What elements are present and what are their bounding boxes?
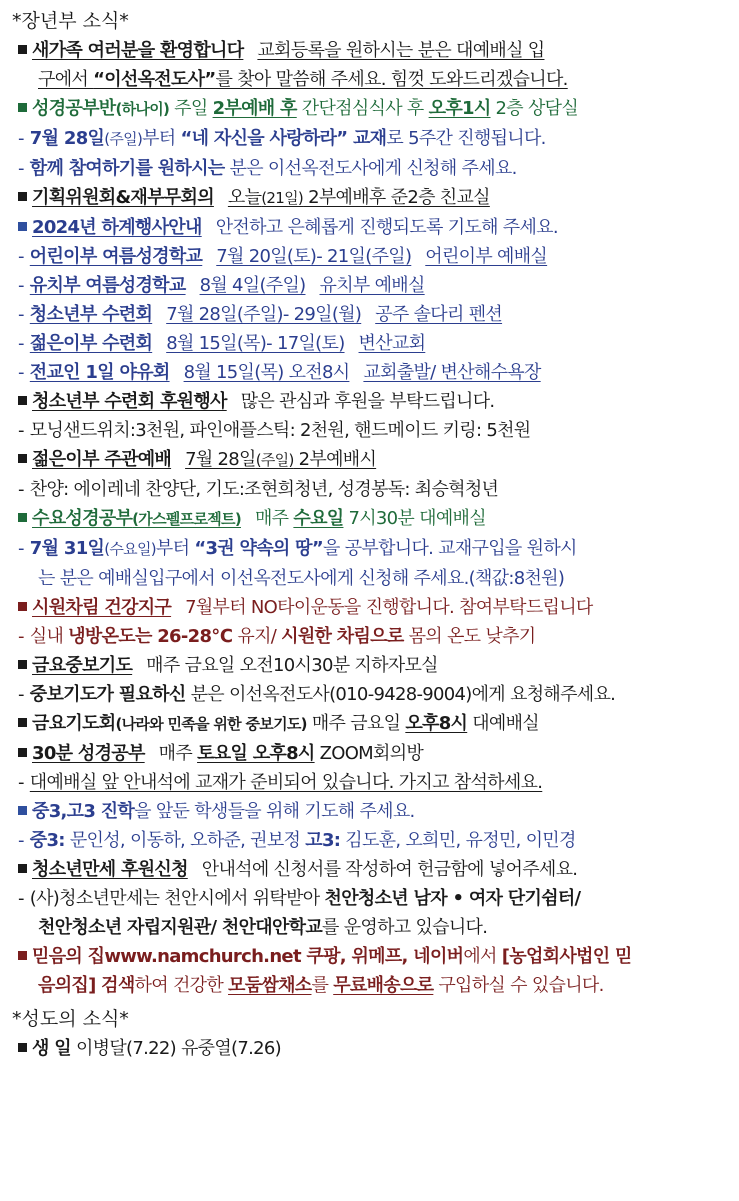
item-birthday: [10, 1034, 729, 1063]
cool-text: 7월부터 NO타이운동을 진행합니다. 참여부탁드립니다: [185, 597, 593, 618]
exam-sub-a: 문인성, 이동하, 오하준, 권보정: [64, 830, 306, 851]
cool-sub-d: 시원한 차림으로: [281, 626, 404, 647]
item-wednesday: [10, 504, 729, 534]
young-adult-sub-text: 찬양: 에이레네 찬양단, 기도:조현희청년, 성경봉독: 최승혁청년: [29, 479, 499, 500]
youth-support-sub-text: 모닝샌드위치:3천원, 파인애플스틱: 2천원, 핸드메이드 키링: 5천원: [29, 420, 531, 441]
zoom-sub-text: 대예배실 앞 안내석에 교재가 준비되어 있습니다. 가지고 참석하세요.: [29, 772, 543, 793]
item-faith-house: [10, 942, 729, 971]
summer-row-detail: 8월 15일(목)- 17일(토): [166, 333, 345, 354]
wednesday-text-a: 매주: [254, 508, 294, 529]
zoom-text-c: ZOOM회의방: [314, 743, 424, 764]
young-adult-text-b: 2부예배시: [293, 449, 377, 470]
summer-row-name: 젊은이부 수련회: [29, 333, 153, 354]
summer-list: [10, 242, 729, 387]
square-bullet-icon: [18, 513, 27, 522]
bible-class-title: 성경공부반: [32, 98, 116, 119]
wednesday-sub1-a: 7월 31일: [29, 538, 105, 559]
wednesday-sub1-d: 을 공부합니다. 교재구입을 원하시: [322, 538, 577, 559]
cool-sub-b: 냉방온도는 26-28℃: [68, 626, 233, 647]
bible-class-text-d: 오후1시: [428, 98, 491, 119]
friday-prayer-sub-a: 중보기도가 필요하신: [29, 684, 186, 705]
wednesday-sub-1: - 7월 31일(수요일)부터 “3권 약속의 땅”을 공부합니다. 교재구입을 원하시: [18, 538, 577, 559]
friday-prayer-title: 금요중보기도: [32, 655, 133, 676]
summer-row-detail: 7월 28일(주일)- 29일(월): [166, 304, 362, 325]
summer-row-name: 어린이부 여름성경학교: [29, 246, 203, 267]
bible-class-text-e: 2층 상담실: [490, 98, 579, 119]
square-bullet-icon: [18, 103, 27, 112]
item-zoom: [10, 739, 729, 768]
youth-sponsor-sub2-b: 를 운영하고 있습니다.: [322, 917, 488, 938]
exam-text: 을 앞둔 학생들을 위해 기도해 주세요.: [134, 801, 415, 822]
wednesday-sub1-note: (수요일): [104, 540, 156, 558]
item-bible-class: [10, 94, 729, 124]
bible-class-sub2-a: 함께 참여하기를 원하시는: [29, 158, 225, 179]
item-summer: [10, 213, 729, 242]
section-title-member-news: *성도의 소식*: [12, 1008, 129, 1030]
youth-sponsor-sub1-b: 천안청소년 남자 • 여자 단기쉼터/: [324, 888, 581, 909]
wednesday-sub2-text: 는 분은 예배실입구에서 이선옥전도사에게 신청해 주세요.(책값:8천원): [38, 568, 565, 589]
cool-sub-c: 유지/: [232, 626, 282, 647]
faith-house-text2-f: 구입하실 수 있습니다.: [433, 975, 604, 996]
item-friday-prayer: [10, 651, 729, 680]
faith-house-text1-d: [농업회사법인 믿: [501, 946, 632, 967]
bible-class-sub2-b: 분은 이선옥전도사에게 신청해 주세요.: [224, 158, 517, 179]
summer-row: - 청소년부 수련회 7월 28일(주일)- 29일(월) 공주 솔다리 펜션: [18, 304, 503, 325]
square-bullet-icon: [18, 1043, 27, 1052]
cool-sub: - 실내 냉방온도는 26-28℃ 유지/ 시원한 차림으로 몸의 온도 낮추기: [18, 626, 536, 647]
welcome-text-2a: 구에서: [38, 69, 94, 90]
birthday-text: 이병달(7.22) 유중열(7.26): [75, 1038, 281, 1059]
item-cool: [10, 593, 729, 622]
summer-row: - 전교인 1일 야유회 8월 15일(목) 오전8시 교회출발/ 변산해수욕장: [18, 362, 541, 383]
exam-sub-a-label: 중3:: [29, 830, 65, 851]
planning-title: 기획위원회&재부무회의: [32, 187, 214, 208]
bible-class-sub1-c: “네 자신을 사랑하라” 교재: [180, 128, 387, 149]
summer-text: 안전하고 은혜롭게 진행되도록 기도해 주세요.: [215, 217, 558, 238]
summer-row-detail: 7월 20일(토)- 21일(주일): [216, 246, 412, 267]
square-bullet-icon: [18, 718, 27, 727]
friday-prayer-sub: - 중보기도가 필요하신 분은 이선옥전도사(010-9428-9004)에게 요청해주세요.: [18, 684, 616, 705]
welcome-text-2c: 를 찾아 말씀해 주세요. 힘껏 도와드리겠습니다.: [215, 69, 568, 90]
faith-house-text2-e: 무료배송으로: [333, 975, 434, 996]
wednesday-title: 수요성경공부: [32, 508, 133, 529]
summer-row: - 어린이부 여름성경학교 7월 20일(토)- 21일(주일) 어린이부 예배실: [18, 246, 548, 267]
summer-row: - 유치부 여름성경학교 8월 4일(주일) 유치부 예배실: [18, 275, 425, 296]
summer-row-place: 교회출발/ 변산해수욕장: [363, 362, 541, 383]
youth-sponsor-sub2-a: 천안청소년 자립지원관/ 천안대안학교: [38, 917, 323, 938]
square-bullet-icon: [18, 192, 27, 201]
youth-sponsor-sub-2: [10, 913, 729, 942]
summer-row-name: 청소년부 수련회: [29, 304, 153, 325]
item-friday-meeting: [10, 709, 729, 739]
bible-class-sub1-d: 로 5주간 진행됩니다.: [386, 128, 546, 149]
faith-house-text2-b: 하여 건강한: [134, 975, 229, 996]
exam-sub-b-label: 고3:: [305, 830, 341, 851]
friday-meeting-text-b: 오후8시: [405, 713, 468, 734]
faith-house-text1-a: 믿음의 집: [32, 946, 105, 967]
wednesday-sub1-c: “3권 약속의 땅”: [194, 538, 323, 559]
zoom-text-a: 매주: [158, 743, 198, 764]
section-title-church-news: *장년부 소식*: [12, 10, 129, 32]
square-bullet-icon: [18, 748, 27, 757]
cool-sub-e: 몸의 온도 낮추기: [403, 626, 536, 647]
square-bullet-icon: [18, 454, 27, 463]
young-adult-sub: - 찬양: 에이레네 찬양단, 기도:조현희청년, 성경봉독: 최승혁청년: [18, 479, 499, 500]
planning-note: (21일): [261, 189, 304, 207]
exam-sub: - 중3: 문인성, 이동하, 오하준, 권보정 고3: 김도훈, 오희민, 유정민, 이민경: [18, 830, 576, 851]
bible-class-text-b: 2부예배 후: [212, 98, 297, 119]
square-bullet-icon: [18, 222, 27, 231]
youth-support-text: 많은 관심과 후원을 부탁드립니다.: [240, 391, 495, 412]
youth-sponsor-text: 안내석에 신청서를 작성하여 헌금함에 넣어주세요.: [201, 859, 578, 880]
item-welcome-cont: [10, 65, 729, 94]
young-adult-title: 젊은이부 주관예배: [32, 449, 172, 470]
summer-row-name: 전교인 1일 야유회: [29, 362, 170, 383]
square-bullet-icon: [18, 864, 27, 873]
bible-class-text-c: 간단점심식사 후: [296, 98, 429, 119]
bible-class-note: (하나이): [115, 100, 170, 118]
item-youth-support: [10, 387, 729, 416]
friday-meeting-title: 금요기도회: [32, 713, 116, 734]
bible-class-sub1-b: 부터: [142, 128, 181, 149]
friday-prayer-text: 매주 금요일 오전10시30분 지하자모실: [146, 655, 438, 676]
item-faith-house-cont: [10, 971, 729, 1000]
exam-title: 중3,고3 진학: [32, 801, 135, 822]
summer-row-place: 공주 솔다리 펜션: [375, 304, 503, 325]
cool-sub-a: 실내: [29, 626, 69, 647]
bible-class-sub1-note: (주일): [104, 130, 143, 148]
square-bullet-icon: [18, 806, 27, 815]
planning-text-a: 오늘: [227, 187, 262, 208]
zoom-sub: - 대예배실 앞 안내석에 교재가 준비되어 있습니다. 가지고 참석하세요.: [18, 772, 543, 793]
faith-house-text1-c: 에서: [463, 946, 502, 967]
young-adult-note: (주일): [255, 451, 294, 469]
square-bullet-icon: [18, 951, 27, 960]
planning-text-b: 2부예배후: [303, 187, 391, 208]
square-bullet-icon: [18, 602, 27, 611]
welcome-title: 새가족 여러분을 환영합니다: [32, 40, 244, 61]
square-bullet-icon: [18, 660, 27, 669]
friday-prayer-sub-b: 분은 이선옥전도사(010-9428-9004)에게 요청해주세요.: [185, 684, 616, 705]
youth-sponsor-title: 청소년만세 후원신청: [32, 859, 188, 880]
youth-sponsor-sub1-a: (사)청소년만세는 천안시에서 위탁받아: [29, 888, 325, 909]
square-bullet-icon: [18, 45, 27, 54]
item-planning: [10, 183, 729, 213]
faith-house-text1-b: www.namchurch.net 쿠팡, 위메프, 네이버: [104, 946, 464, 967]
square-bullet-icon: [18, 396, 27, 405]
item-youth-sponsor: [10, 855, 729, 884]
wednesday-note: (가스펠프로젝트): [132, 510, 241, 528]
birthday-title: 생 일: [32, 1038, 71, 1059]
summer-row: - 젊은이부 수련회 8월 15일(목)- 17일(토) 변산교회: [18, 333, 426, 354]
item-exam: [10, 797, 729, 826]
summer-row-place: 유치부 예배실: [319, 275, 425, 296]
wednesday-sub-2: [10, 564, 729, 593]
bible-class-sub-1: - 7월 28일(주일)부터 “네 자신을 사랑하라” 교재로 5주간 진행됩니다.: [18, 128, 546, 149]
summer-row-detail: 8월 15일(목) 오전8시: [183, 362, 350, 383]
wednesday-sub1-b: 부터: [155, 538, 195, 559]
wednesday-text-c: 7시30분 대예배실: [343, 508, 486, 529]
summer-row-place: 어린이부 예배실: [425, 246, 548, 267]
youth-support-sub: - 모닝샌드위치:3천원, 파인애플스틱: 2천원, 핸드메이드 키링: 5천원: [18, 420, 531, 441]
cool-title: 시원차림 건강지구: [32, 597, 172, 618]
faith-house-text2-a: 음의집] 검색: [38, 975, 135, 996]
welcome-text-1: 교회등록을 원하시는 분은 대예배실 입: [257, 40, 545, 61]
friday-meeting-text-a: 매주 금요일: [306, 713, 406, 734]
item-young-adult: [10, 445, 729, 475]
exam-sub-b: 김도훈, 오희민, 유정민, 이민경: [340, 830, 576, 851]
wednesday-text-b: 수요일: [293, 508, 344, 529]
zoom-title: 30분 성경공부: [32, 743, 145, 764]
friday-meeting-text-c: 대예배실: [467, 713, 539, 734]
young-adult-text-a: 7월 28일: [185, 449, 256, 470]
item-welcome: [10, 36, 729, 65]
faith-house-text2-c: 모둠쌈채소: [228, 975, 312, 996]
zoom-text-b: 토요일 오후8시: [197, 743, 315, 764]
welcome-name: “이선옥전도사”: [93, 69, 216, 90]
bible-class-text-a: 주일: [174, 98, 213, 119]
bible-class-sub-2: - 함께 참여하기를 원하시는 분은 이선옥전도사에게 신청해 주세요.: [18, 158, 517, 179]
friday-meeting-note: (나라와 민족을 위한 중보기도): [115, 715, 307, 733]
planning-text-c: 준2층 친교실: [390, 187, 490, 208]
summer-row-detail: 8월 4일(주일): [199, 275, 306, 296]
bible-class-sub1-a: 7월 28일: [29, 128, 105, 149]
faith-house-text2-d: 를: [311, 975, 334, 996]
summer-row-name: 유치부 여름성경학교: [29, 275, 186, 296]
summer-title: 2024년 하계행사안내: [32, 217, 202, 238]
summer-row-place: 변산교회: [358, 333, 426, 354]
youth-sponsor-sub-1: - (사)청소년만세는 천안시에서 위탁받아 천안청소년 남자 • 여자 단기쉼터/: [18, 888, 581, 909]
youth-support-title: 청소년부 수련회 후원행사: [32, 391, 227, 412]
